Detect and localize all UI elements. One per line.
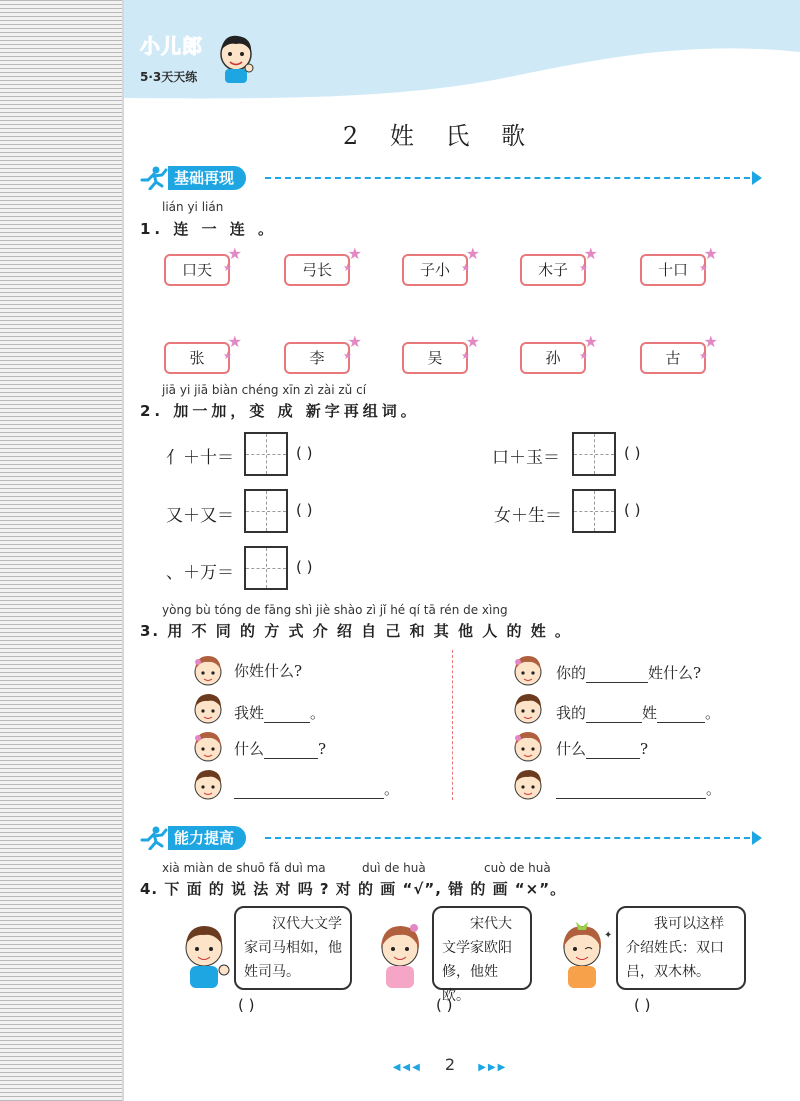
q4-label: 4. 下 面 的 说 法 对 吗 ? 对 的 画 “√”, 错 的 画 “×”。 — [140, 880, 567, 898]
card-bottom-1[interactable] — [164, 332, 242, 374]
q4-bubble-3: 我可以这样介绍姓氏：双口吕，双木林。 — [616, 906, 746, 990]
q2-answer-box-1[interactable] — [244, 432, 288, 476]
left-line-3 — [234, 738, 326, 759]
right-line-1-b: 姓什么? — [648, 664, 702, 682]
star-icon: ★ — [699, 263, 708, 274]
girl-character-icon — [374, 920, 428, 990]
q2-answer-box-5[interactable] — [244, 546, 288, 590]
q2-word-blank-3[interactable]: ( ) — [296, 501, 313, 519]
star-icon: ★ — [347, 244, 362, 263]
right-line-2-b: 姓 — [642, 704, 658, 722]
q4-answer-3[interactable]: ( ) — [634, 996, 651, 1014]
q2-answer-box-4[interactable] — [572, 489, 616, 533]
right-line-4-b: 。 — [706, 780, 722, 798]
star-icon: ★ — [579, 351, 588, 362]
card-text: 十口 — [657, 261, 688, 279]
q3-pinyin: yòng bù tóng de fāng shì jiè shào zì jǐ hé qí tā rén de xìng — [162, 603, 508, 617]
star-icon: ★ — [465, 332, 480, 351]
binding-stripes — [0, 0, 122, 1101]
left-line-4-b: 。 — [384, 780, 400, 798]
page-number-footer — [0, 1055, 800, 1074]
card-top-4[interactable] — [520, 244, 598, 286]
section-basic-line — [265, 177, 750, 179]
q2-pinyin: jiā yi jiā biàn chéng xīn zì zài zǔ cí — [162, 383, 367, 397]
q2-item-1: 亻＋十＝ — [166, 448, 234, 468]
boy-face-icon — [190, 766, 226, 802]
left-line-2-a: 我姓 — [234, 704, 265, 722]
q2-label: 2. 加一加，变 成 新字再组词。 — [140, 402, 420, 420]
card-text: 口天 — [181, 261, 212, 279]
section-basic-label: 基础再现 — [168, 166, 246, 190]
right-line-3-a: 什么 — [556, 740, 587, 758]
q1-label: 1. 连 一 连 。 — [140, 220, 278, 238]
card-text: 木子 — [537, 261, 568, 279]
q2-item-3: 又＋又＝ — [166, 506, 234, 526]
right-blank-answer[interactable] — [556, 782, 706, 799]
page-number: 2 — [444, 1055, 456, 1074]
section-advanced-line — [265, 837, 750, 839]
card-text: 子小 — [419, 261, 450, 279]
star-icon: ★ — [343, 263, 352, 274]
q1-pinyin: lián yi lián — [162, 200, 224, 214]
star-icon: ★ — [343, 351, 352, 362]
card-text: 弓长 — [301, 261, 332, 279]
star-icon: ★ — [461, 351, 470, 362]
right-blank-4[interactable] — [586, 742, 640, 759]
right-blank-1[interactable] — [586, 666, 648, 683]
left-line-2 — [234, 702, 325, 723]
q4-pinyin-3: cuò de huà — [484, 861, 551, 875]
boy-face-icon — [510, 766, 546, 802]
q2-answer-box-2[interactable] — [572, 432, 616, 476]
right-blank-2[interactable] — [586, 706, 642, 723]
right-line-3 — [556, 738, 648, 759]
star-icon: ★ — [699, 351, 708, 362]
running-person-icon — [140, 826, 168, 850]
q2-answer-box-3[interactable] — [244, 489, 288, 533]
binding-edge — [122, 0, 124, 1101]
section-advanced-bar — [140, 826, 765, 850]
girl-face-icon — [190, 652, 226, 688]
star-icon: ★ — [347, 332, 362, 351]
q4-answer-2[interactable]: ( ) — [436, 996, 453, 1014]
card-text: 张 — [189, 349, 205, 367]
prev-arrows-icon: ◀◀◀ — [392, 1062, 422, 1073]
svg-text:✦: ✦ — [604, 930, 612, 941]
section-advanced-arrow — [752, 831, 762, 845]
card-bottom-2[interactable] — [284, 332, 362, 374]
star-icon: ★ — [579, 263, 588, 274]
girl-face-icon — [510, 728, 546, 764]
card-bottom-4[interactable] — [520, 332, 598, 374]
star-icon: ★ — [223, 263, 232, 274]
star-icon: ★ — [583, 332, 598, 351]
left-line-2-b: 。 — [310, 704, 326, 722]
girl-character-icon — [554, 918, 612, 990]
q4-bubble-2: 宋代大文学家欧阳修，他姓欧。 — [432, 906, 532, 990]
boy-mascot-icon — [216, 32, 256, 84]
girl-face-icon — [190, 728, 226, 764]
q4-bubble-1: 汉代大文学家司马相如，他姓司马。 — [234, 906, 352, 990]
q2-word-blank-1[interactable]: ( ) — [296, 444, 313, 462]
star-icon: ★ — [227, 244, 242, 263]
logo — [140, 30, 260, 90]
q2-item-2: 口＋玉＝ — [492, 448, 560, 468]
star-icon: ★ — [223, 351, 232, 362]
left-line-3-a: 什么 — [234, 740, 265, 758]
card-text: 李 — [309, 349, 325, 367]
star-icon: ★ — [703, 332, 718, 351]
star-icon: ★ — [461, 263, 470, 274]
left-line-1: 你姓什么? — [234, 662, 303, 680]
right-line-2-a: 我的 — [556, 704, 587, 722]
star-icon: ★ — [465, 244, 480, 263]
card-text: 吴 — [427, 349, 443, 367]
left-line-3-b: ? — [318, 740, 327, 758]
logo-text: 小儿郎 — [140, 34, 203, 58]
q4-pinyin-1: xià miàn de shuō fǎ duì ma — [162, 861, 326, 875]
star-icon: ★ — [703, 244, 718, 263]
right-line-4 — [556, 778, 721, 799]
card-top-5[interactable] — [640, 244, 718, 286]
q4-pinyin-2: duì de huà — [362, 861, 426, 875]
left-blank-what[interactable] — [264, 742, 318, 759]
q4-answer-1[interactable]: ( ) — [238, 996, 255, 1014]
left-blank-surname[interactable] — [264, 706, 310, 723]
section-basic-bar — [140, 166, 765, 190]
right-line-2 — [556, 702, 720, 723]
right-line-3-b: ? — [640, 740, 649, 758]
left-line-4 — [234, 778, 399, 799]
right-line-2-c: 。 — [705, 704, 721, 722]
card-bottom-3[interactable] — [402, 332, 480, 374]
right-line-1 — [556, 662, 701, 683]
next-arrows-icon: ▶▶▶ — [478, 1062, 508, 1073]
star-icon: ★ — [227, 332, 242, 351]
boy-face-icon — [510, 690, 546, 726]
card-text: 孙 — [545, 349, 561, 367]
q2-item-5: 、＋万＝ — [166, 563, 234, 583]
logo-subtitle: 5·3天天练 — [140, 70, 198, 84]
boy-character-icon — [178, 920, 232, 990]
card-top-1[interactable] — [164, 244, 242, 286]
dialog-divider — [452, 650, 453, 800]
page-title: 2 姓 氏 歌 — [342, 122, 538, 150]
q2-word-blank-2[interactable]: ( ) — [624, 444, 641, 462]
card-top-2[interactable] — [284, 244, 362, 286]
right-line-1-a: 你的 — [556, 664, 587, 682]
star-icon: ★ — [583, 244, 598, 263]
section-advanced-label: 能力提高 — [168, 826, 246, 850]
q3-label: 3. 用 不 同 的 方 式 介 绍 自 己 和 其 他 人 的 姓 。 — [140, 622, 572, 640]
card-bottom-5[interactable] — [640, 332, 718, 374]
right-blank-3[interactable] — [657, 706, 705, 723]
left-blank-answer[interactable] — [234, 782, 384, 799]
q2-item-4: 女＋生＝ — [494, 506, 562, 526]
q2-word-blank-4[interactable]: ( ) — [624, 501, 641, 519]
section-basic-arrow — [752, 171, 762, 185]
running-person-icon — [140, 166, 168, 190]
q2-word-blank-5[interactable]: ( ) — [296, 558, 313, 576]
card-text: 古 — [665, 349, 681, 367]
boy-face-icon — [190, 690, 226, 726]
card-top-3[interactable] — [402, 244, 480, 286]
girl-face-icon — [510, 652, 546, 688]
